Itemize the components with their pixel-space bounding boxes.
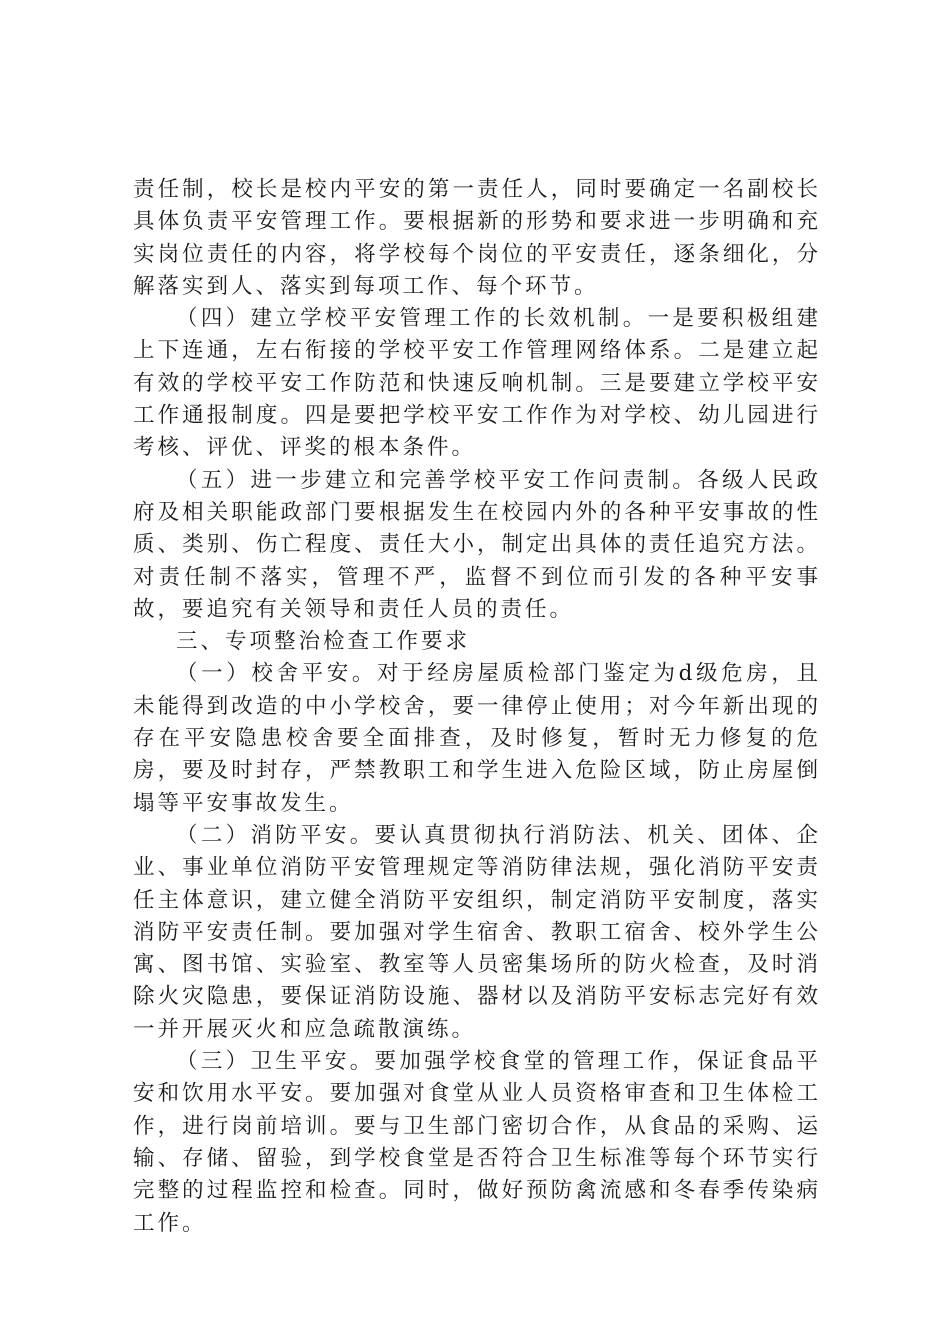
paragraph-health-safety: （三）卫生平安。要加强学校食堂的管理工作，保证食品平安和饮用水平安。要加强对食堂从业人员资格审查和卫生体检工作，进行岗前培训。要与卫生部门密切合作，从食品的采购、运输、存储、留验，到学校食堂是否符合卫生标准等每个环节实行完整的过程监控和检查。同时，做好预防禽流感和冬春季传染病工作。 xyxy=(133,1049,821,1236)
paragraph-long-term-mechanism: （四）建立学校平安管理工作的长效机制。一是要积极组建上下连通，左右衔接的学校平安工作管理网络体系。二是建立起有效的学校平安工作防范和快速反响机制。三是要建立学校平安工作通报制度。四是要把学校平安工作作为对学校、幼儿园进行考核、评优、评奖的根本条件。 xyxy=(133,306,821,461)
paragraph-responsibility-system: 责任制，校长是校内平安的第一责任人，同时要确定一名副校长具体负责平安管理工作。要根据新的形势和要求进一步明确和充实岗位责任的内容，将学校每个岗位的平安责任，逐条细化，分解落实到人、落实到每项工作、每个环节。 xyxy=(133,177,821,299)
paragraph-school-building-safety: （一）校舍平安。对于经房屋质检部门鉴定为d级危房，且未能得到改造的中小学校舍，要一律停止使用；对今年新出现的存在平安隐患校舍要全面排查，及时修复，暂时无力修复的危房，要及时封存，严禁教职工和学生进入危险区域，防止房屋倒塌等平安事故发生。 xyxy=(133,661,821,816)
paragraph-fire-safety: （二）消防平安。要认真贯彻执行消防法、机关、团体、企业、事业单位消防平安管理规定等消防律法规，强化消防平安责任主体意识，建立健全消防平安组织，制定消防平安制度，落实消防平安责任制。要加强对学生宿舍、教职工宿舍、校外学生公寓、图书馆、实验室、教室等人员密集场所的防火检查，及时消除火灾隐患，要保证消防设施、器材以及消防平安标志完好有效一并开展灭火和应急疏散演练。 xyxy=(133,822,821,1042)
section-heading-inspection-requirements: 三、专项整治检查工作要求 xyxy=(176,629,471,655)
document-body xyxy=(133,174,821,1240)
paragraph-accountability: （五）进一步建立和完善学校平安工作问责制。各级人民政府及相关职能政部门要根据发生在校园内外的各种平安事故的性质、类别、伤亡程度、责任大小，制定出具体的责任追究方法。对责任制不落实，管理不严，监督不到位而引发的各种平安事故，要追究有关领导和责任人员的责任。 xyxy=(133,467,821,622)
